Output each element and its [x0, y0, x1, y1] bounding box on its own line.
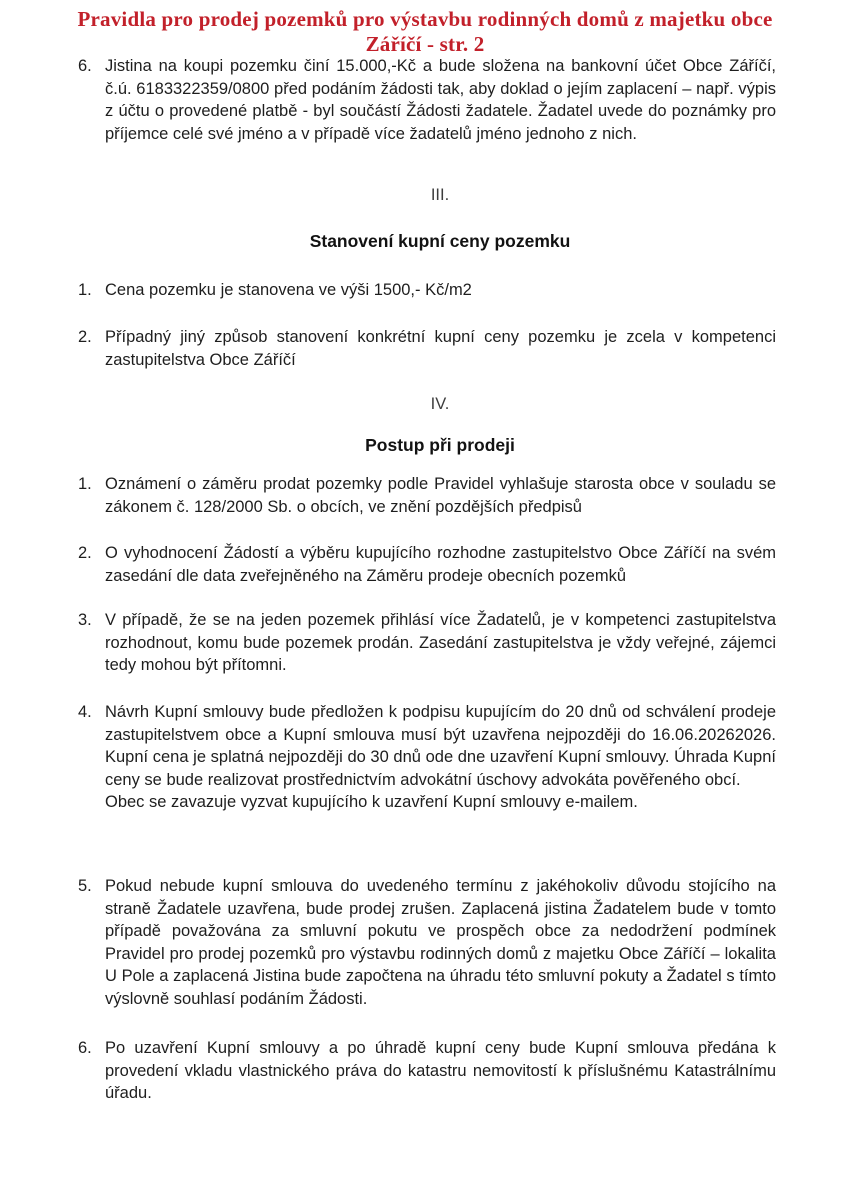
section-3-heading: Stanovení kupní ceny pozemku — [309, 231, 571, 251]
item-text: Po uzavření Kupní smlouvy a po úhradě kupní ceny bude Kupní smlouva předána k provedení vkladu vlastnického práva do katastru nemovitostí k příslušnému Katastrálnímu úřadu. — [105, 1039, 776, 1102]
item-text: Případný jiný způsob stanovení konkrétní kupní ceny pozemku je zcela v kompetenci zastupitelstva Obce Záříčí — [105, 328, 776, 369]
section-4-heading: Postup při prodeji — [365, 435, 515, 455]
item-number: 6. — [78, 57, 92, 75]
item-number: 5. — [78, 877, 92, 895]
item-number: 1. — [78, 281, 92, 299]
item-text: Oznámení o záměru prodat pozemky podle Pravidel vyhlašuje starosta obce v souladu se zákonem č. 128/2000 Sb. o obcích, ve znění pozdějších předpisů — [105, 475, 776, 516]
list-item-evaluation — [78, 542, 776, 587]
list-item-announcement — [78, 473, 776, 518]
item-text — [105, 701, 776, 814]
item-text: Cena pozemku je stanovena ve výši 1500,- Kč/m2 — [105, 281, 472, 299]
item-number: 6. — [78, 1039, 92, 1057]
list-item-contract-draft — [78, 701, 776, 814]
item-number: 2. — [78, 328, 92, 346]
list-item-multiple-applicants — [78, 609, 776, 677]
list-item-price-competence — [78, 326, 776, 371]
section-4-numeral: IV. — [430, 395, 450, 413]
item-number: 4. — [78, 703, 92, 721]
document-title-line-1: Pravidla pro prodej pozemků pro výstavbu rodinných domů z majetku obce — [77, 7, 773, 31]
item-number: 3. — [78, 611, 92, 629]
section-3-numeral: III. — [430, 186, 450, 204]
item-number: 1. — [78, 475, 92, 493]
list-item-price — [78, 279, 776, 302]
item-text: V případě, že se na jeden pozemek přihlásí více Žadatelů, je v kompetenci zastupitelstva rozhodnout, komu bude pozemek prodán. Zasedání zastupitelstva je vždy veřejné, zájemci tedy mohou být přítomni. — [105, 611, 776, 674]
list-item-cancellation-penalty — [78, 875, 776, 1010]
item-text: O vyhodnocení Žádostí a výběru kupujícího rozhodne zastupitelstvo Obce Záříčí na svém zasedání dle data zveřejněného na Záměru prodeje obecních pozemků — [105, 544, 776, 585]
document-title-line-2: Záříčí - str. 2 — [365, 32, 485, 56]
list-item-6-payment-deposit — [78, 55, 776, 145]
item-number: 2. — [78, 544, 92, 562]
document-title — [0, 7, 850, 57]
list-item-cadastre-transfer — [78, 1037, 776, 1105]
item-text: Jistina na koupi pozemku činí 15.000,-Kč a bude složena na bankovní účet Obce Záříčí, č.ú. 6183322359/0800 před podáním žádosti tak, aby doklad o jejím zaplacení – např. výpis z účtu o provedené platbě - byl součástí Žádosti žadatele. Žadatel uvede do poznámky pro příjemce celé své jméno a v případě více žadatelů jméno jednoho z nich. — [105, 57, 776, 143]
item-subparagraph: Obec se zavazuje vyzvat kupujícího k uzavření Kupní smlouvy e-mailem. — [105, 793, 638, 811]
item-text: Pokud nebude kupní smlouva do uvedeného termínu z jakéhokoliv důvodu stojícího na straně Žadatele uzavřena, bude prodej zrušen. Zaplacená jistina Žadatelem bude v tomto případě považována za smluvní pokutu ve prospěch obce za nedodržení podmínek Pravidel pro prodej pozemků pro výstavbu rodinných domů z majetku Obce Záříčí – lokalita U Pole a zaplacená Jistina bude započtena na úhradu této smluvní pokuty a Žadatel s tímto výslovně souhlasí podáním Žádosti. — [105, 877, 776, 1008]
item-paragraph: Návrh Kupní smlouvy bude předložen k podpisu kupujícím do 20 dnů od schválení prodeje zastupitelstvem obce a Kupní smlouva musí být uzavřena nejpozději do 16.06.20262026. Kupní cena je splatná nejpozději do 30 dnů ode dne uzavření Kupní smlouvy. Úhrada Kupní ceny se bude realizovat prostřednictvím advokátní úschovy advokáta pověřeného obcí. — [105, 703, 776, 789]
